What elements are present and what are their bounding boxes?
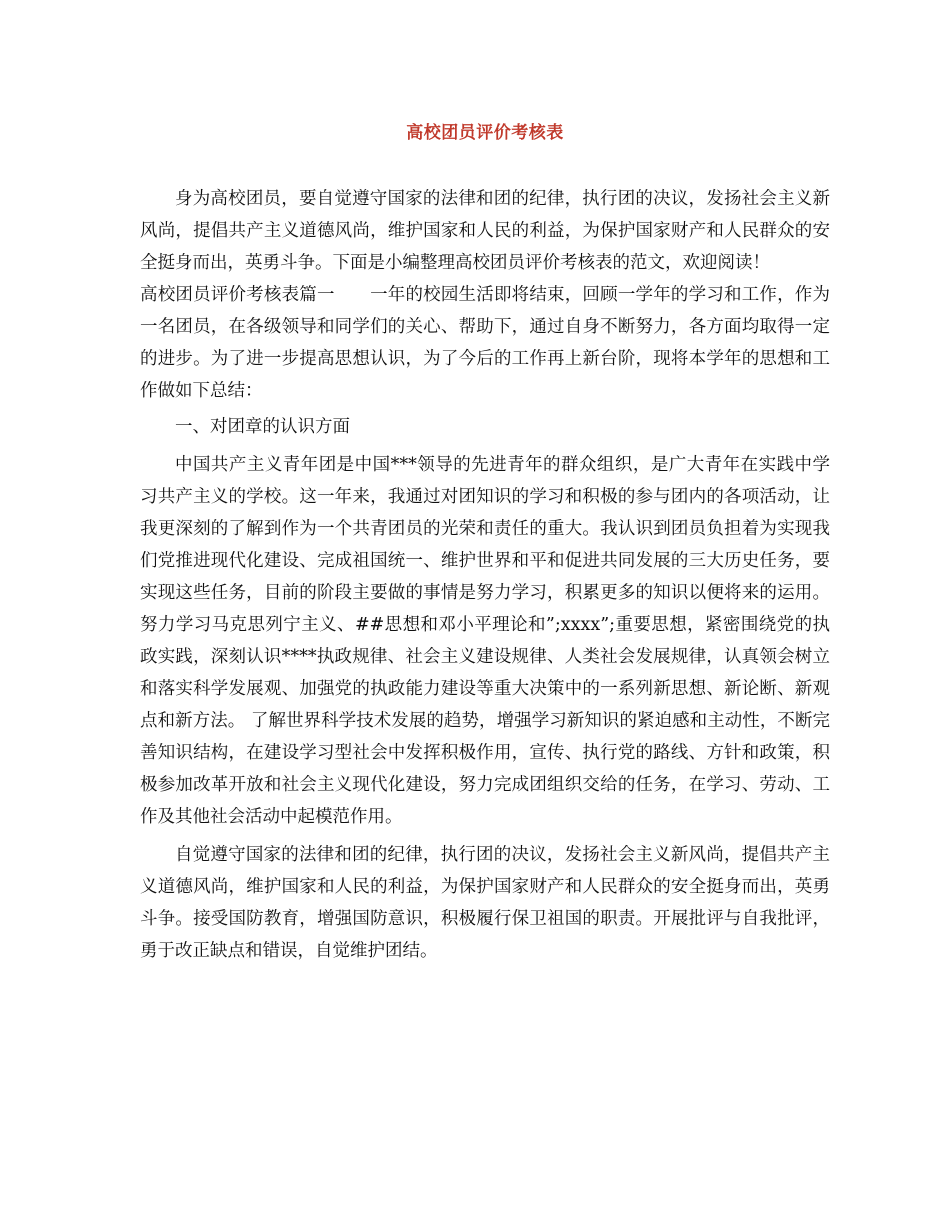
section-heading: 一、对团章的认识方面 <box>175 417 350 437</box>
intro-paragraph: 身为高校团员，要自觉遵守国家的法律和团的纪律，执行团的决议，发扬社会主义新风尚，提倡共产主义道德风尚，维护国家和人民的利益，为保护国家财产和人民群众的安全挺身而出，英勇斗争。下面是小编整理高校团员评价考核表的范文，欢迎阅读！ <box>140 189 830 273</box>
document-title: 高校团员评价考核表 <box>406 123 564 143</box>
body-paragraph: 自觉遵守国家的法律和团的纪律，执行团的决议，发扬社会主义新风尚，提倡共产主义道德风尚，维护国家和人民的利益，为保护国家财产和人民群众的安全挺身而出，英勇斗争。接受国防教育，增强国防意识，积极履行保卫祖国的职责。开展批评与自我批评，勇于改正缺点和错误，自觉维护团结。 <box>140 845 830 961</box>
document-page <box>140 118 830 967</box>
part-one-paragraph: 高校团员评价考核表篇一 一年的校园生活即将结束，回顾一学年的学习和工作，作为一名团员，在各级领导和同学们的关心、帮助下，通过自身不断努力，各方面均取得一定的进步。为了进一步提高思想认识，为了今后的工作再上新台阶，现将本学年的思想和工作做如下总结： <box>140 285 830 401</box>
body-paragraph: 中国共产主义青年团是中国***领导的先进青年的群众组织，是广大青年在实践中学习共产主义的学校。这一年来，我通过对团知识的学习和积极的参与团内的各项活动，让我更深刻的了解到作为一个共青团员的光荣和责任的重大。我认识到团员负担着为实现我们党推进现代化建设、完成祖国统一、维护世界和平和促进共同发展的三大历史任务，要实现这些任务，目前的阶段主要做的事情是努力学习，积累更多的知识以便将来的运用。努力学习马克思列宁主义、##思想和邓小平理论和”;xxxx”;重要思想，紧密围绕党的执政实践，深刻认识****执政规律、社会主义建设规律、人类社会发展规律，认真领会树立和落实科学发展观、加强党的执政能力建设等重大决策中的一系列新思想、新论断、新观点和新方法。 了解世界科学技术发展的趋势，增强学习新知识的紧迫感和主动性，不断完善知识结构，在建设学习型社会中发挥积极作用，宣传、执行党的路线、方针和政策，积极参加改革开放和社会主义现代化建设，努力完成团组织交给的任务，在学习、劳动、工作及其他社会活动中起模范作用。 <box>140 455 830 827</box>
